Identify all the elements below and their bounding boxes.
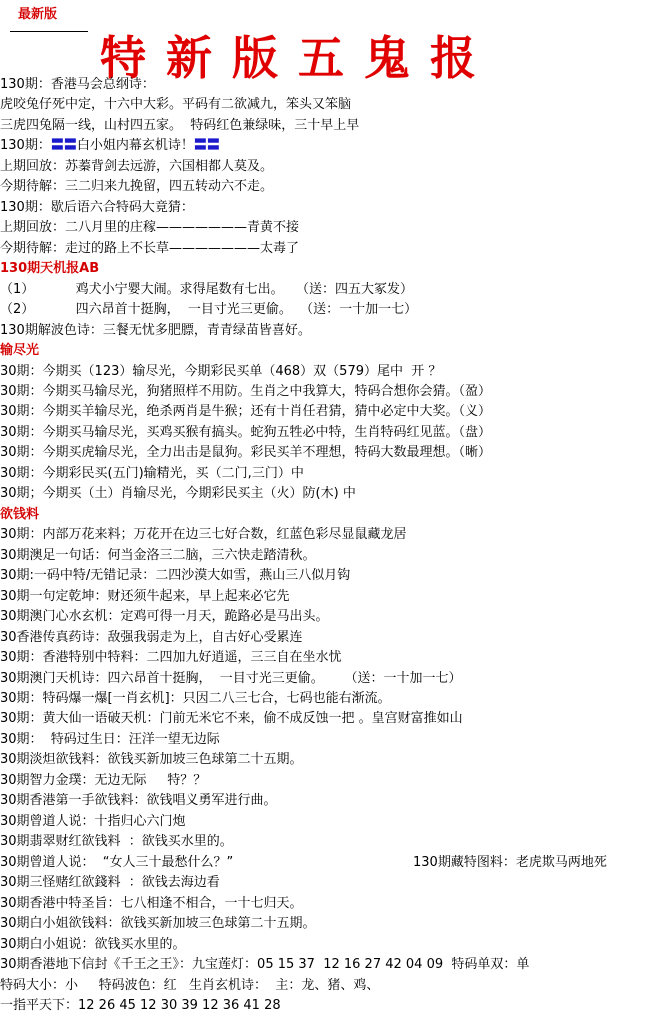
text-line: 30期智力金璞：无边无际 特？？ [0, 773, 207, 788]
text-line: 30期香港中特圣旨：七八相逢不相合，一十七归天。 [0, 896, 303, 911]
text-line: 30期： 特码过生日：汪洋一望无边际 [0, 732, 220, 747]
line-text: 130期： [0, 138, 51, 153]
text-line: 130期：香港马会总纲诗： [0, 77, 155, 92]
text-line: 虎咬兔仔死中定，十六中大彩。平码有二欲减九，笨头又笨脑 [0, 97, 352, 112]
text-line: 30期白小姐欲钱料：欲钱买新加坡三色球第二十五期。 [0, 916, 316, 931]
text-line: 30期：香港特别中特料：二四加九好逍遥，三三自在坐水忧 [0, 650, 342, 665]
text-line: 30期；今期买（土）肖输尽光，今期彩民买主（火）防(木) 中 [0, 486, 356, 501]
text-line: 30期：今期买虎输尽光，全力出击是鼠狗。彩民买羊不理想，特码大数最理想。（晰） [0, 445, 492, 460]
text-line: 30期：特码爆一爆[一肖玄机]：只因二八三七合，七码也能右渐流。 [0, 691, 391, 706]
text-line: 30期曾道人说：十指归心六门炮 [0, 814, 186, 829]
text-line: 30期：内部万花来料；万花开在边三七好合数，红蓝色彩尽显鼠藏龙居 [0, 527, 407, 542]
text-line: 30期三怪赌红欲錢料 ：欲钱去海边看 [0, 875, 220, 890]
text-line: 30期：今期买羊输尽光，绝杀两肖是牛猴；还有十肖任君猜，猜中必定中大奖。（义） [0, 404, 492, 419]
section-heading: 130期天机报AB [0, 261, 100, 276]
text-line [0, 136, 220, 156]
text-line: 30期香港第一手欲钱料：欲钱唱义勇军进行曲。 [0, 793, 277, 808]
section-heading: 输尽光 [0, 343, 40, 358]
divider [10, 31, 88, 32]
text-line: 今期待解：走过的路上不长草———————太毒了 [0, 241, 300, 256]
text-line: 上期回放：二八月里的庄稼———————青黄不接 [0, 220, 300, 235]
text-line: 30期一句定乾坤：财还须牛起来，早上起来必它先 [0, 589, 290, 604]
text-line: 一指平天下：12 26 45 12 30 39 12 36 41 28 [0, 998, 281, 1013]
text-line: 30期曾道人说： “女人三十最愁什么？” [0, 855, 234, 870]
text-line: 特码大小：小 特码波色：红 生肖玄机诗： 主：龙、猪、鸡、 [0, 978, 380, 993]
text-line-right: 130期藏特图料：老虎欺马两地死 [413, 855, 607, 870]
edition-badge: 最新版 [18, 7, 58, 22]
text-line: 30期：今期买马输尽光，买鸡买猴有搞头。蛇狗五牲必中特，生肖特码红见蓝。（盘） [0, 425, 492, 440]
text-line: 30香港传真药诗：敌强我弱走为上，自古好心受累连 [0, 630, 303, 645]
text-line: 30期：今期彩民买(五门)输精光，买（二门,三门）中 [0, 466, 304, 481]
text-line: 130期：歇后语六合特码大竟猜： [0, 200, 194, 215]
text-line: 三虎四兔隔一线，山村四五家。 特码红色兼绿味，三十早上早 [0, 118, 360, 133]
text-line: （1） 鸡犬小宁婴大闹。求得尾数有七出。 （送：四五大冢发） [0, 282, 413, 297]
text-line: 30期淡炟欲钱料：欲钱买新加坡三色球第二十五期。 [0, 752, 303, 767]
section-heading: 欲钱料 [0, 507, 40, 522]
text-line: （2） 四六昂首十挺胸， 一目寸光三更偷。 （送：一十加一七） [0, 302, 418, 317]
text-line: 130期解波色诗：三餐无忧多肥膘，青青绿苗皆喜好。 [0, 323, 311, 338]
text-line: 30期澳门心水玄机：定鸡可得一月天，跪路必是马出头。 [0, 609, 329, 624]
line-text: 白小姐内幕玄机诗！ [76, 138, 194, 153]
bar-glyph: 〓〓 [193, 138, 220, 153]
text-line: 30期：今期买（123）输尽光，今期彩民买单（468）双（579）尾中 开 ？ [0, 364, 442, 379]
text-line: 30期香港地下信封《千王之王》：九宝莲灯：05 15 37 12 16 27 42 04 09 特码单双：单 [0, 957, 530, 972]
text-line: 30期：黄大仙一语破天机：门前无米它不来，偷不成反蚀一把 。皇宫财富推如山 [0, 711, 463, 726]
text-line: 30期:一码中特/无错记录：二四沙漠大如雪，燕山三八似月钩 [0, 568, 351, 583]
text-line: 30期：今期买马输尽光，狗猪照样不用防。生肖之中我算大，特码合想你会猜。（盈） [0, 384, 492, 399]
page-title: 特新版五鬼报 [100, 31, 496, 85]
text-line: 今期待解：三二归来九挽留，四五转动六不走。 [0, 179, 274, 194]
text-line: 30期澳门天机诗：四六昂首十挺胸， 一目寸光三更偷。 （送：一十加一七） [0, 671, 462, 686]
text-line: 30期白小姐说：欲钱买水里的。 [0, 937, 186, 952]
text-line: 30期澳足一句话：何当金洛三二脑，三六快走踏清秋。 [0, 548, 316, 563]
text-line: 30期翡翠财红欲钱料 ：欲钱买水里的。 [0, 834, 233, 849]
bar-glyph: 〓〓 [50, 138, 77, 153]
text-line: 上期回放：苏蓁背剑去远游，六国相都人莫及。 [0, 159, 274, 174]
